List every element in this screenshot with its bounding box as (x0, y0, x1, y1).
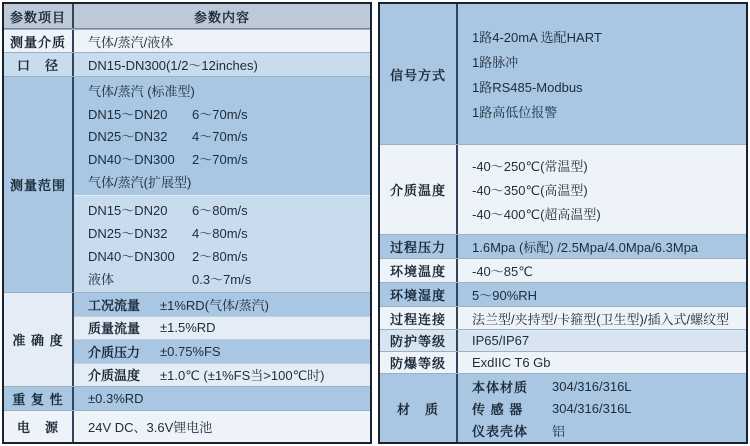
material-row (472, 375, 746, 397)
label-medium-temperature: 介质温度 (380, 145, 458, 234)
range-row (88, 269, 370, 288)
range-dn: DN15～DN20 (88, 203, 168, 218)
range-extended-band (74, 195, 370, 292)
range-row (88, 126, 370, 145)
range-liquid: 液体 (88, 272, 115, 287)
material-value: 304/316/316L (552, 378, 632, 394)
value-protection-rating: IP65/IP67 (472, 333, 530, 348)
label-repeatability: 重 复 性 (4, 387, 74, 410)
signal-mode-content (458, 4, 746, 144)
label-explosion-rating: 防爆等级 (380, 352, 458, 373)
accuracy-item: 介质温度 (88, 368, 141, 384)
row-process-connection (380, 306, 746, 329)
right-spec-table (378, 2, 748, 444)
accuracy-value: ±0.75%FS (160, 343, 221, 359)
accuracy-item: 工况流量 (88, 297, 141, 313)
accuracy-item: 介质压力 (88, 344, 141, 360)
value-repeatability: ±0.3%RD (88, 391, 144, 406)
value-explosion-rating: ExdIIC T6 Gb (472, 355, 551, 370)
row-accuracy (4, 292, 370, 386)
label-material: 材 质 (380, 374, 458, 442)
label-process-connection: 过程连接 (380, 307, 458, 329)
range-speed: 6～70m/s (192, 106, 248, 122)
material-item: 传 感 器 (472, 401, 524, 417)
value-diameter: DN15-DN300(1/2～12inches) (88, 58, 258, 73)
value-process-pressure: 1.6Mpa (标配) /2.5Mpa/4.0Mpa/6.3Mpa (472, 240, 699, 255)
medium-temp-line: -40～250℃(常温型) (472, 159, 588, 174)
row-explosion-rating (380, 351, 746, 373)
material-value: 304/316/316L (552, 400, 632, 416)
row-repeatability (4, 386, 370, 410)
range-dn: DN40～DN300 (88, 249, 175, 264)
medium-temp-line: -40～400℃(超高温型) (472, 207, 601, 222)
range-dn: DN25～DN32 (88, 129, 168, 145)
row-material (380, 373, 746, 442)
label-ambient-humidity: 环境湿度 (380, 283, 458, 306)
left-spec-table (2, 2, 372, 444)
row-power (4, 410, 370, 442)
label-power: 电 源 (4, 411, 74, 442)
material-row (472, 419, 746, 441)
accuracy-row (74, 363, 370, 387)
row-medium-temperature (380, 144, 746, 234)
range-speed: 2～80m/s (192, 249, 248, 264)
value-measuring-medium: 气体/蒸汽/液体 (88, 34, 174, 50)
range-dn: DN25～DN32 (88, 226, 168, 241)
accuracy-row (74, 316, 370, 340)
row-diameter (4, 52, 370, 76)
label-ambient-temperature: 环境温度 (380, 259, 458, 282)
medium-temperature-content (458, 145, 746, 234)
medium-temp-line: -40～350℃(高温型) (472, 183, 588, 198)
signal-line: 1路4-20mA 选配HART (472, 30, 602, 45)
range-row (88, 246, 370, 265)
range-speed: 4～80m/s (192, 226, 248, 241)
range-row (88, 223, 370, 242)
material-value: 铝 (552, 423, 566, 439)
accuracy-value: ±1.0℃ (±1%FS当>100℃时) (160, 368, 325, 384)
range-row (88, 200, 370, 219)
signal-line: 1路RS485-Modbus (472, 80, 583, 95)
range-speed: 0.3～7m/s (192, 272, 252, 287)
table-header-row (4, 4, 370, 29)
label-protection-rating: 防护等级 (380, 330, 458, 351)
material-item: 本体材质 (472, 379, 529, 395)
accuracy-value: ±1.5%RD (160, 320, 216, 336)
measuring-range-content (74, 77, 370, 292)
label-measuring-medium: 测量介质 (4, 30, 74, 52)
value-ambient-temperature: -40～85℃ (472, 264, 533, 279)
range-row (88, 149, 370, 168)
accuracy-value: ±1%RD(气体/蒸汽) (160, 297, 269, 313)
material-content (458, 374, 746, 442)
range-speed: 6～80m/s (192, 203, 248, 218)
accuracy-content (74, 293, 370, 386)
material-item: 仪表壳体 (472, 423, 529, 439)
row-ambient-temperature (380, 258, 746, 282)
range-standard-band (74, 77, 370, 195)
range-dn: DN40～DN300 (88, 152, 175, 168)
range-speed: 4～70m/s (192, 129, 248, 145)
range-standard-title: 气体/蒸汽 (标准型) (88, 83, 195, 99)
range-extended-title: 气体/蒸汽(扩展型) (88, 175, 192, 191)
signal-line: 1路高低位报警 (472, 105, 558, 120)
accuracy-row (74, 293, 370, 316)
label-process-pressure: 过程压力 (380, 235, 458, 258)
accuracy-item: 质量流量 (88, 321, 141, 337)
value-power: 24V DC、3.6V锂电池 (88, 420, 213, 435)
header-param-col: 参数项目 (4, 4, 74, 28)
accuracy-row (74, 339, 370, 363)
row-measuring-medium (4, 29, 370, 52)
label-accuracy: 准 确 度 (4, 293, 74, 386)
range-row (88, 104, 370, 123)
label-measuring-range: 测量范围 (4, 77, 74, 292)
row-signal-mode (380, 4, 746, 144)
range-speed: 2～70m/s (192, 152, 248, 168)
label-diameter: 口 径 (4, 53, 74, 76)
range-dn: DN15～DN20 (88, 106, 168, 122)
row-protection-rating (380, 329, 746, 351)
value-ambient-humidity: 5～90%RH (472, 288, 538, 303)
row-measuring-range (4, 76, 370, 292)
label-signal-mode: 信号方式 (380, 4, 458, 144)
material-row (472, 397, 746, 419)
signal-line: 1路脉冲 (472, 55, 519, 70)
value-process-connection: 法兰型/夹持型/卡箍型(卫生型)/插入式/螺纹型 (472, 311, 730, 327)
header-content-col: 参数内容 (193, 9, 250, 25)
row-process-pressure (380, 234, 746, 258)
row-ambient-humidity (380, 282, 746, 306)
